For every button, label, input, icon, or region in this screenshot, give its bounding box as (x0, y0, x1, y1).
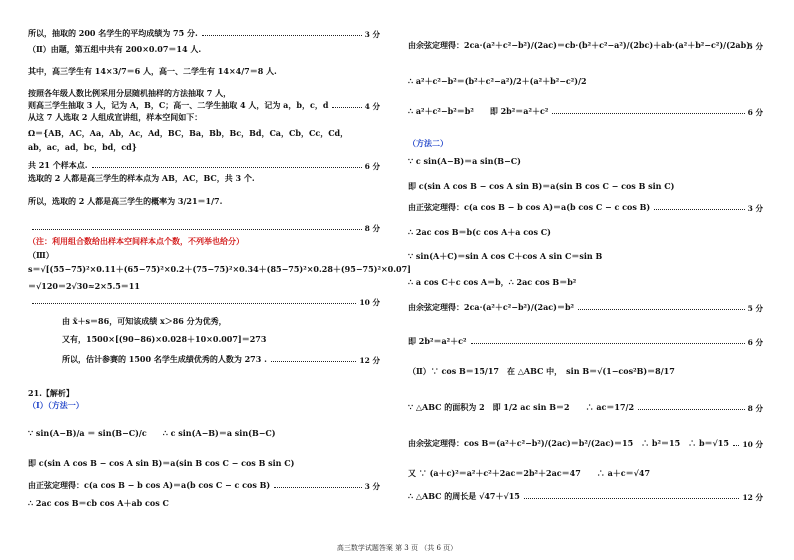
dotted-leader (552, 113, 744, 114)
dotted-leader (92, 167, 362, 168)
solution-line: ＝√120＝2√30≈2×5.5＝11 (28, 281, 140, 291)
score-mark: 12 分 (742, 493, 763, 502)
score-mark: 5 分 (747, 42, 763, 51)
dotted-leader (471, 343, 745, 344)
dotted-leader (638, 409, 745, 410)
solution-line: ∴ a²＋c²−b²＝(b²＋c²−a²)/2＋(a²＋b²−c²)/2 (408, 76, 587, 86)
score-mark: 3 分 (747, 204, 763, 213)
dotted-leader (202, 35, 362, 36)
solution-line: 由正弦定理得：c(a cos B − b cos A)＝a(b cos C − c cos B) (28, 480, 271, 490)
solution-line: 即 c(sin A cos B − cos A sin B)＝a(sin B cos C − cos B sin C) (28, 458, 295, 468)
solution-line: （方法二） (408, 138, 448, 148)
solution-line: 又 ∵ (a＋c)²＝a²＋c²＋2ac＝2b²＋2ac＝47 ∴ a＋c＝√47 (408, 468, 651, 478)
solution-line: ∵ c sin(A−B)＝a sin(B−C) (408, 156, 521, 166)
score-mark: 6 分 (747, 108, 763, 117)
solution-line: 由 x̄＋s＝86，可知该成绩 x＞86 分为优秀， (62, 316, 227, 326)
solution-line: 从这 7 人选取 2 人组成宣讲组，样本空间如下： (28, 112, 203, 122)
dotted-leader (32, 303, 356, 304)
score-mark: 10 分 (742, 440, 763, 449)
dotted-leader (524, 498, 740, 499)
solution-line: ∵ △ABC 的面积为 2 即 1/2 ac sin B＝2 ∴ ac＝17/2 (408, 402, 635, 412)
solution-line: 即 2b²＝a²＋c² (408, 336, 467, 346)
solution-line: 由正弦定理得：c(a cos B − b cos A)＝a(b cos C − c cos B) (408, 202, 651, 212)
page-footer: 高三数学试题答案 第 3 页 （共 6 页） (336, 544, 458, 552)
solution-line: （注：利用组合数给出样本空间样本点个数，不列举也给分） (28, 236, 244, 246)
solution-line: 由余弦定理得：2ca·(a²＋c²−b²)/(2ac)＝cb·(b²＋c²−a²)/(2bc)＋ab·(a²＋b²−c²)/(2ab) (408, 40, 750, 50)
solution-line: （Ⅱ）由题，第五组中共有 200×0.07＝14 人. (28, 44, 202, 54)
score-mark: 6 分 (747, 338, 763, 347)
solution-line: 由余弦定理得：cos B＝(a²＋c²−b²)/(2ac)＝b²/(2ac)＝15 ∴ b²＝15 ∴ b＝√15 (408, 438, 729, 448)
solution-line: 由余弦定理得：2ca·(a²＋c²−b²)/(2ac)＝b² (408, 302, 575, 312)
solution-line: ∴ 2ac cos B＝b(c cos A＋a cos C) (408, 227, 551, 237)
score-mark: 6 分 (364, 162, 380, 171)
dotted-leader (271, 361, 357, 362)
solution-line: 即 c(sin A cos B − cos A sin B)＝a(sin B cos C − cos B sin C) (408, 181, 675, 191)
solution-line: Ω＝{AB，AC，Aa，Ab，Ac，Ad，BC，Ba，Bb，Bc，Bd，Ca，Cb，Cc，Cd， (28, 128, 349, 138)
solution-line: （Ⅱ）∵ cos B＝15/17 在 △ABC 中， sin B＝√(1−cos²B)＝8/17 (408, 366, 675, 376)
solution-line: 选取的 2 人都是高三学生的样本点为 AB，AC，BC，共 3 个. (28, 173, 255, 183)
solution-line: ∵ sin(A＋C)＝sin A cos C＋cos A sin C＝sin B (408, 251, 603, 261)
solution-line: 所以，估计参赛的 1500 名学生成绩优秀的人数为 273 . (62, 354, 267, 364)
score-mark: 12 分 (359, 356, 380, 365)
solution-line: （Ⅰ）（方法一） (28, 400, 84, 410)
solution-line: 其中，高三学生有 14×3/7＝6 人，高一、二学生有 14×4/7＝8 人. (28, 66, 277, 76)
dotted-leader (274, 487, 361, 488)
solution-line: ∴ △ABC 的周长是 √47＋√15 (408, 491, 520, 501)
solution-line: 则高三学生抽取 3 人，记为 A，B，C；高一、二学生抽取 4 人，记为 a，b，c，d (28, 100, 329, 110)
score-mark: 3 分 (364, 482, 380, 491)
dotted-leader (332, 107, 361, 108)
score-mark: 5 分 (747, 304, 763, 313)
dotted-leader (733, 445, 740, 446)
dotted-leader (578, 309, 745, 310)
solution-line: 所以，抽取的 200 名学生的平均成绩为 75 分. (28, 28, 198, 38)
score-mark: 8 分 (364, 224, 380, 233)
score-mark: 3 分 (364, 30, 380, 39)
score-mark: 8 分 (747, 404, 763, 413)
solution-line: ∴ 2ac cos B＝cb cos A＋ab cos C (28, 498, 169, 508)
solution-line: ∵ sin(A−B)/a ＝ sin(B−C)/c ∴ c sin(A−B)＝a sin(B−C) (28, 428, 276, 438)
solution-line: s＝√[(55−75)²×0.11＋(65−75)²×0.2＋(75−75)²×0.34＋(85−75)²×0.28＋(95−75)²×0.07] (28, 264, 411, 274)
solution-line: ab，ac，ad，bc，bd，cd} (28, 142, 137, 152)
score-mark: 10 分 (359, 298, 380, 307)
solution-line: 所以，选取的 2 人都是高三学生的概率为 3/21＝1/7. (28, 196, 223, 206)
solution-line: 按照各年级人数比例采用分层随机抽样的方法抽取 7 人， (28, 88, 232, 98)
dotted-leader (654, 209, 744, 210)
solution-line: 21.【解析】 (28, 388, 74, 398)
score-mark: 4 分 (364, 102, 380, 111)
solution-line: 共 21 个样本点. (28, 160, 88, 170)
solution-line: ∴ a²＋c²−b²＝b² 即 2b²＝a²＋c² (408, 106, 549, 116)
solution-line: （Ⅲ） (28, 250, 54, 260)
solution-line: ∴ a cos C＋c cos A＝b，∴ 2ac cos B＝b² (408, 277, 577, 287)
dotted-leader (32, 229, 362, 230)
solution-line: 又有，1500×[(90−86)×0.028＋10×0.007]＝273 (62, 334, 267, 344)
